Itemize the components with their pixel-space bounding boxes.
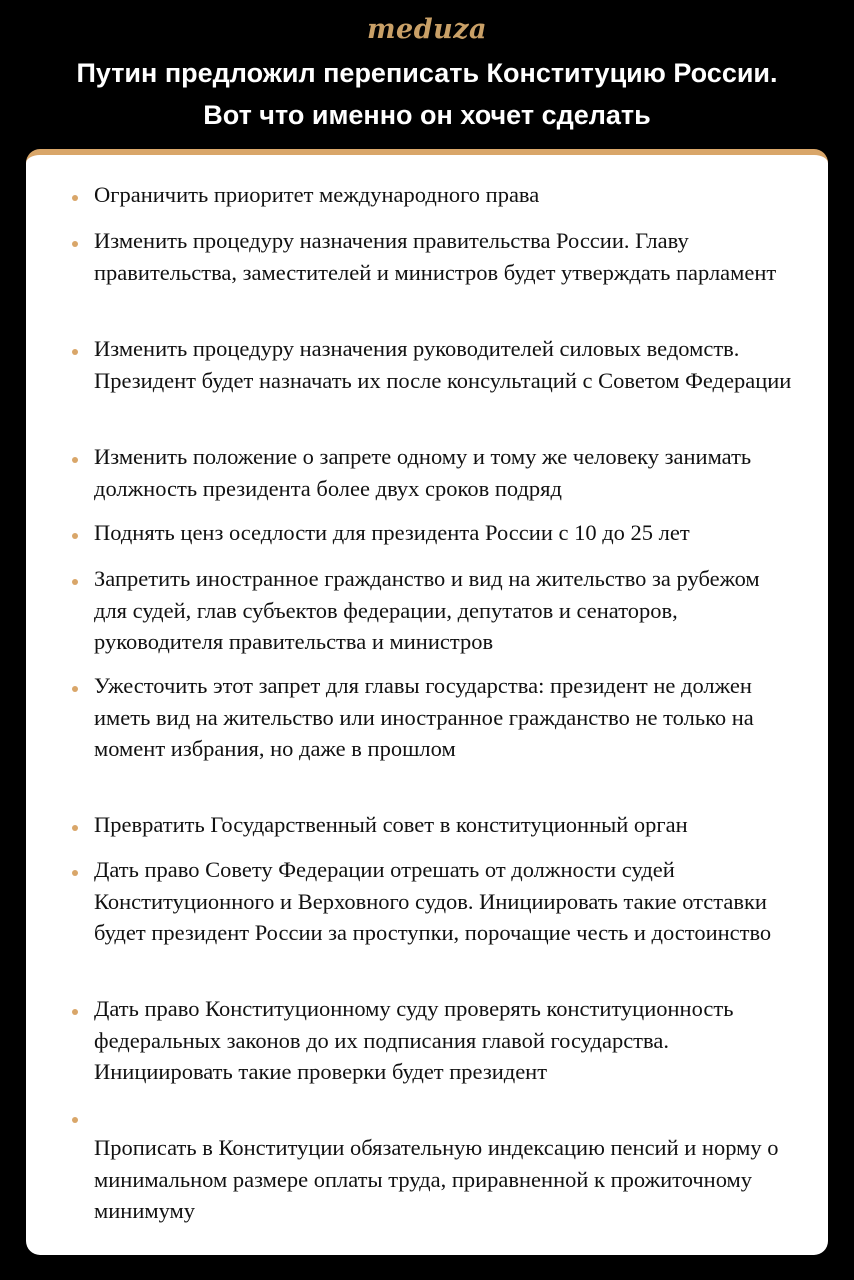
bullet-icon [72,195,78,201]
bullet-icon [72,870,78,876]
bullet-icon [72,686,78,692]
list-item: Ужесточить этот запрет для главы государства: президент не должен иметь вид на жительство или иностранное гражданство не только на момент избрания, но даже в прошлом [94,673,754,761]
page-title [20,52,834,136]
content-card [26,149,828,1255]
bullet-icon [72,1009,78,1015]
bullet-icon [72,349,78,355]
list-item: Поднять ценз оседлости для президента России с 10 до 25 лет [94,520,690,545]
list-item: Ограничить приоритет международного права [94,182,540,207]
bullet-icon [72,1117,78,1123]
list-item: Дать право Конституционному суду проверять конституционность федеральных законов до их подписания главой государства. Инициировать такие проверки будет президент [94,996,734,1084]
bullet-icon [72,241,78,247]
bullet-icon [72,457,78,463]
bullet-icon [72,533,78,539]
bullet-icon [72,825,78,831]
title-line-2: Вот что именно он хочет сделать [203,100,651,130]
list-item: Запретить иностранное гражданство и вид на жительство за рубежом для судей, глав субъектов федерации, депутатов и сенаторов, руководителя правительства и министров [94,566,760,654]
meduza-logo: meduza [366,14,488,45]
list-item: Изменить процедуру назначения руководителей силовых ведомств. Президент будет назначать их после консультаций с Советом Федерации [94,336,792,393]
bullet-icon [72,579,78,585]
list-item: Прописать в Конституции обязательную индексацию пенсий и норму о минимальном размере оплаты труда, приравненной к прожиточному минимуму [94,1135,779,1223]
list-item: Превратить Государственный совет в конституционный орган [94,812,688,837]
title-line-1: Путин предложил переписать Конституцию России. [76,58,778,88]
list-item: Дать право Совету Федерации отрешать от должности судей Конституционного и Верховного судов. Инициировать такие отставки будет президент России за проступки, порочащие честь и достоинство [94,857,772,945]
list-item: Изменить положение о запрете одному и тому же человеку занимать должность президента более двух сроков подряд [94,444,752,501]
list-item: Изменить процедуру назначения правительства России. Главу правительства, заместителей и министров будет утверждать парламент [94,228,777,285]
